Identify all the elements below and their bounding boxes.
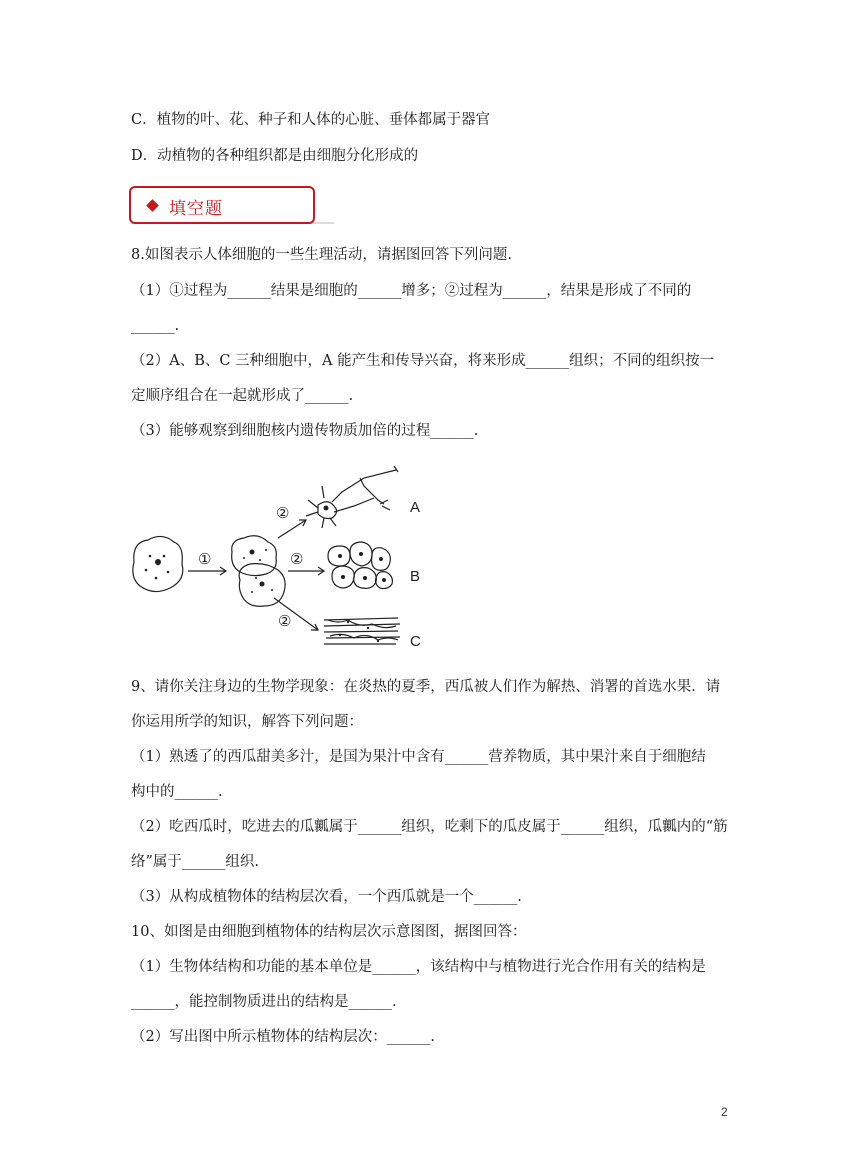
step-2-label-middle: ② (290, 551, 304, 568)
label-a: A (410, 499, 421, 516)
q8-part1-line1: （1）①过程为______结果是细胞的______增多；②过程为______，结果是形成了不同的 (131, 283, 692, 299)
q10-stem: 10、如图是由细胞到植物体的结构层次示意图图，据图回答： (131, 924, 527, 940)
label-c: C (410, 633, 421, 650)
label-b: B (410, 568, 421, 585)
q9-part2-line1: （2）吃西瓜时，吃进去的瓜瓤属于______组织，吃剩下的瓜皮属于______组织，瓜瓤内的“筋 (131, 819, 728, 835)
step-2-label-top: ② (276, 505, 290, 522)
q9-part2-line2: 络”属于______组织. (131, 854, 260, 870)
option-d: D．动植物的各种组织都是由细胞分化形成的 (131, 148, 419, 164)
q8-part2-line2: 定顺序组合在一起就形成了______. (131, 388, 354, 404)
q8-part2-line1: （2）A、B、C 三种细胞中，A 能产生和传导兴奋，将来形成______组织；不同的组织按一 (131, 353, 715, 369)
step-1-label: ① (198, 551, 212, 568)
q9-part1-line1: （1）熟透了的西瓜甜美多汁，是国为果汁中含有______营养物质，其中果汁来自于细胞结 (131, 749, 706, 765)
q10-part2: （2）写出图中所示植物体的结构层次：______. (131, 1029, 435, 1045)
q8-stem: 8.如图表示人体细胞的一些生理活动，请据图回答下列问题. (131, 247, 512, 263)
q8-part3: （3）能够观察到细胞核内遗传物质加倍的过程______. (131, 423, 479, 439)
divided-cell-1 (232, 536, 277, 576)
page-number: 2 (721, 1105, 728, 1119)
cell-differentiation-figure (128, 460, 428, 660)
q9-stem-line2: 你运用所学的知识，解答下列问题： (131, 714, 363, 730)
section-banner (129, 186, 315, 224)
q10-part1-line1: （1）生物体结构和功能的基本单位是______，该结构中与植物进行光合作用有关的结构是 (131, 959, 706, 975)
option-c: C．植物的叶、花、种子和人体的心脏、垂体都属于器官 (131, 112, 491, 128)
diamond-icon (146, 199, 159, 212)
q10-part1-line2: ______，能控制物质进出的结构是______. (131, 994, 397, 1010)
q9-part3: （3）从构成植物体的结构层次看，一个西瓜就是一个______. (131, 889, 522, 905)
q8-part1-line2: ______. (131, 318, 180, 334)
section-title: 填空题 (169, 199, 223, 219)
q9-stem-line1: 9、请你关注身边的生物学现象：在炎热的夏季，西瓜被人们作为解热、消署的首选水果．请 (131, 679, 721, 695)
q9-part1-line2: 构中的______. (131, 784, 223, 800)
step-2-label-bottom: ② (278, 613, 292, 630)
